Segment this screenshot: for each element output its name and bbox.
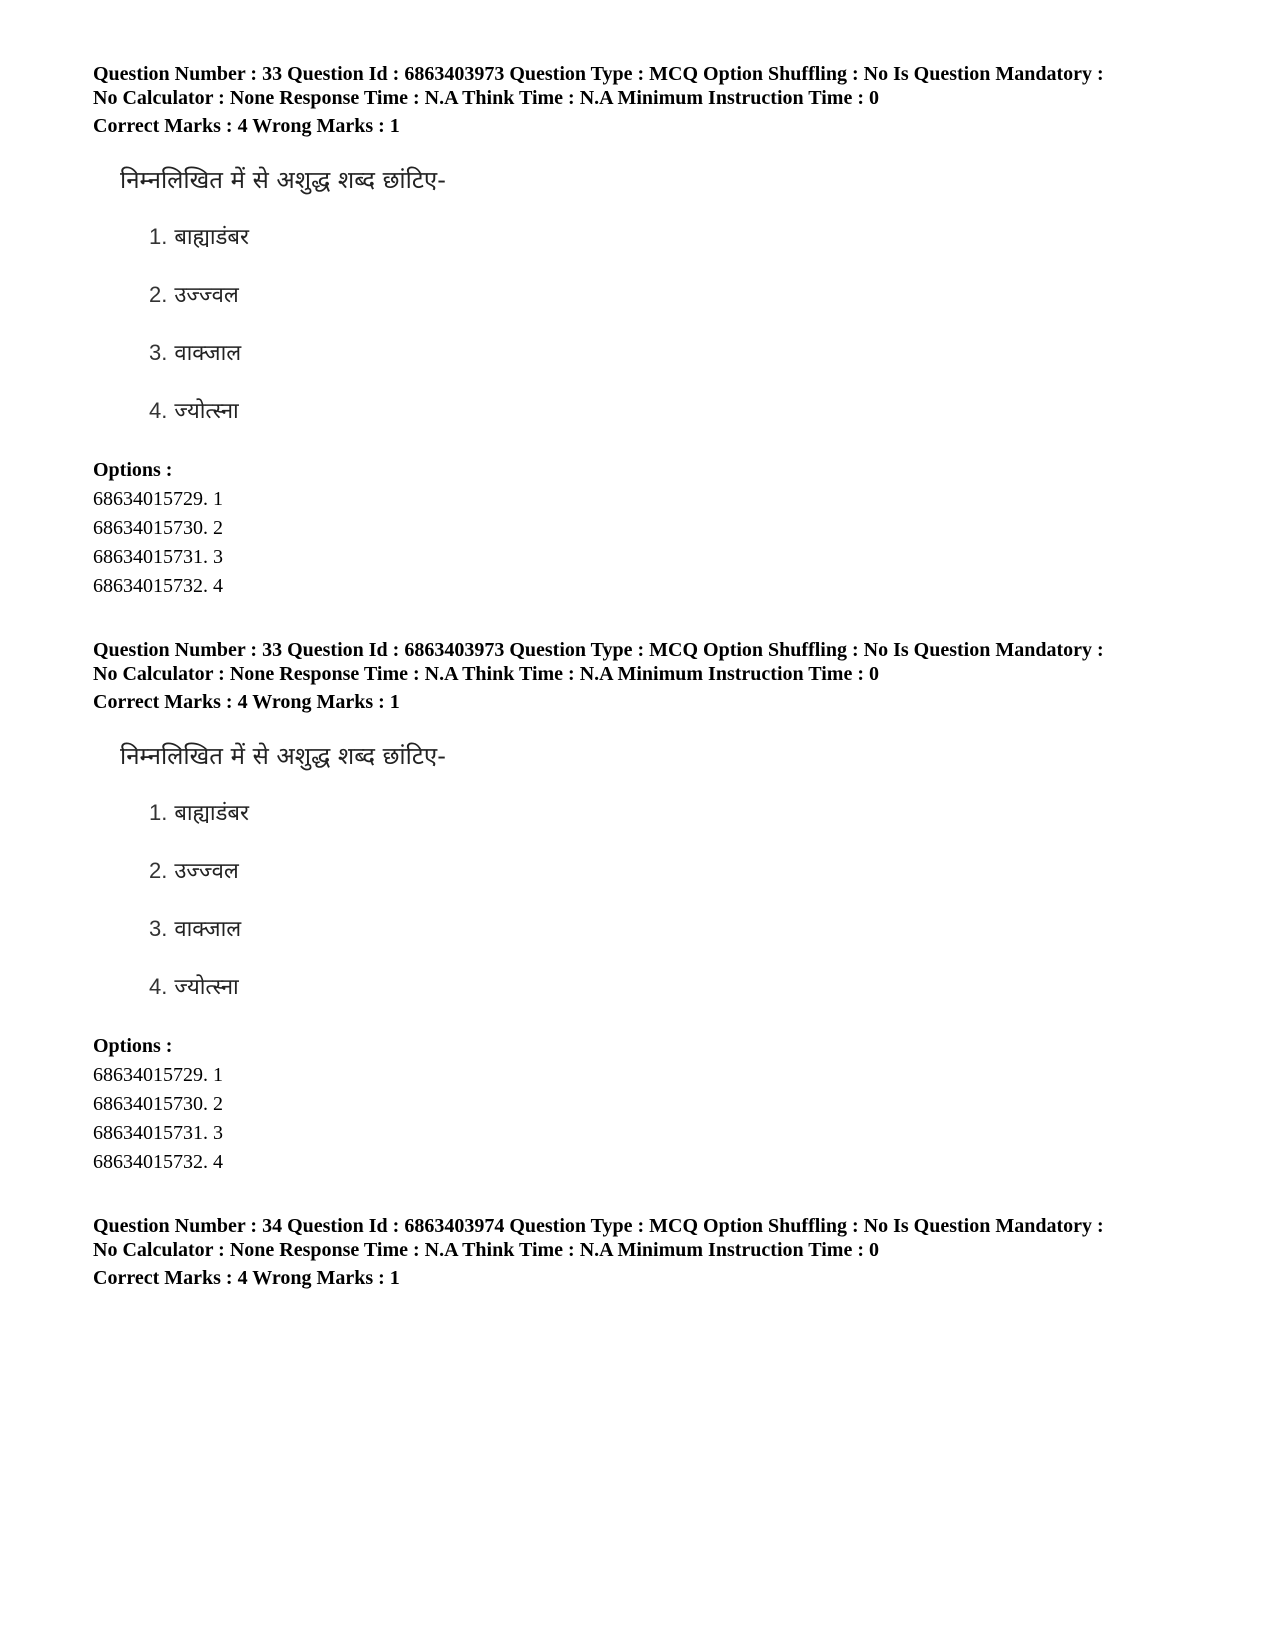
question-image [93, 164, 513, 464]
choice-number: 4. [149, 974, 168, 999]
choice-4 [149, 396, 239, 427]
choice-text: वाक्जाल [174, 917, 242, 942]
question-meta-line-2: No Calculator : None Response Time : N.A Think Time : N.A Minimum Instruction Time : 0 [93, 87, 879, 109]
option-row-2: 68634015730. 2 [93, 517, 223, 539]
question-image [93, 740, 513, 1040]
choice-number: 4. [149, 398, 168, 423]
options-label: Options : [93, 459, 173, 481]
question-prompt: निम्नलिखित में से अशुद्ध शब्द छांटिए- [120, 742, 446, 770]
question-meta-line-1: Question Number : 34 Question Id : 6863403974 Question Type : MCQ Option Shuffling : No Is Question Mandatory : [93, 1215, 1104, 1237]
question-meta-line-2: No Calculator : None Response Time : N.A Think Time : N.A Minimum Instruction Time : 0 [93, 663, 879, 685]
choice-number: 3. [149, 340, 168, 365]
question-meta-line-2: No Calculator : None Response Time : N.A Think Time : N.A Minimum Instruction Time : 0 [93, 1239, 879, 1261]
option-row-4: 68634015732. 4 [93, 1151, 223, 1173]
option-row-3: 68634015731. 3 [93, 546, 223, 568]
choice-text: उज्ज्वल [174, 859, 239, 884]
choice-text: ज्योत्स्ना [174, 975, 239, 1000]
choice-1 [149, 798, 249, 829]
option-row-4: 68634015732. 4 [93, 575, 223, 597]
question-prompt: निम्नलिखित में से अशुद्ध शब्द छांटिए- [120, 166, 446, 194]
choice-text: उज्ज्वल [174, 283, 239, 308]
question-meta-line-1: Question Number : 33 Question Id : 6863403973 Question Type : MCQ Option Shuffling : No Is Question Mandatory : [93, 639, 1104, 661]
choice-number: 2. [149, 282, 168, 307]
question-meta-line-1: Question Number : 33 Question Id : 6863403973 Question Type : MCQ Option Shuffling : No Is Question Mandatory : [93, 63, 1104, 85]
question-marks-line: Correct Marks : 4 Wrong Marks : 1 [93, 1267, 400, 1289]
question-marks-line: Correct Marks : 4 Wrong Marks : 1 [93, 691, 400, 713]
option-row-2: 68634015730. 2 [93, 1093, 223, 1115]
choice-text: ज्योत्स्ना [174, 399, 239, 424]
choice-text: बाह्याडंबर [174, 225, 249, 250]
choice-4 [149, 972, 239, 1003]
option-row-1: 68634015729. 1 [93, 1064, 223, 1086]
choice-1 [149, 222, 249, 253]
choice-number: 3. [149, 916, 168, 941]
choice-2 [149, 856, 239, 887]
choice-number: 1. [149, 224, 168, 249]
options-label: Options : [93, 1035, 173, 1057]
choice-3 [149, 338, 241, 369]
choice-2 [149, 280, 239, 311]
option-row-1: 68634015729. 1 [93, 488, 223, 510]
choice-3 [149, 914, 241, 945]
choice-number: 2. [149, 858, 168, 883]
question-marks-line: Correct Marks : 4 Wrong Marks : 1 [93, 115, 400, 137]
option-row-3: 68634015731. 3 [93, 1122, 223, 1144]
choice-number: 1. [149, 800, 168, 825]
choice-text: वाक्जाल [174, 341, 242, 366]
choice-text: बाह्याडंबर [174, 801, 249, 826]
